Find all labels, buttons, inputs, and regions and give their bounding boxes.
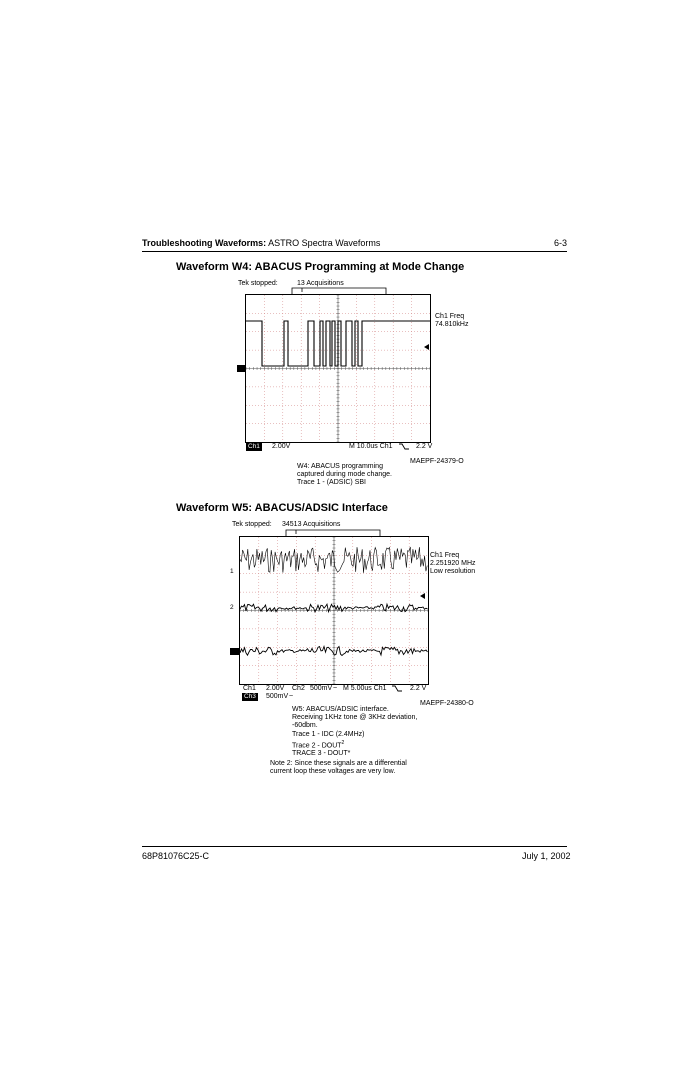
w5-marker-3-box xyxy=(230,648,239,655)
footer-rule xyxy=(142,846,567,847)
w4-caption-line: W4: ABACUS programming xyxy=(297,463,383,470)
w5-status: Tek stopped: xyxy=(232,521,272,528)
w5-ch1-volts: 2.00V xyxy=(266,685,285,692)
w5-caption xyxy=(292,706,417,759)
w4-title: Waveform W4: ABACUS Programming at Mode Change xyxy=(176,261,465,273)
w5-readout-value: 2.251920 MHz xyxy=(430,560,476,567)
w5-caption-line: Trace 1 - IDC (2.4MHz) xyxy=(292,730,365,738)
w4-status: Tek stopped: xyxy=(238,280,278,287)
w5-ch3-coupling-icon: ~ xyxy=(289,693,294,700)
w4-falling-edge-icon xyxy=(399,443,409,450)
w5-trigger-level: 2.2 V xyxy=(410,685,427,692)
w4-caption xyxy=(297,463,392,488)
w5-ch2-label: Ch2 xyxy=(292,685,305,692)
w4-figure-id: MAEPF-24379-O xyxy=(410,458,464,465)
w5-ch3-volts: 500mV xyxy=(266,693,289,700)
w5-marker-1: 1 xyxy=(230,568,234,575)
w5-trigger-arrow-icon xyxy=(420,593,425,599)
w5-caption-line: Trace 2 - DOUT$^2$ xyxy=(292,739,345,750)
w4-acquisitions: 13 Acquisitions xyxy=(297,280,344,287)
w5-acquisitions: 34513 Acquisitions xyxy=(282,521,341,528)
w5-note-line: current loop these voltages are very low. xyxy=(270,768,396,776)
w5-timebase: M 5.00us Ch1 xyxy=(343,685,387,692)
footnote-ref: 2 xyxy=(341,739,345,746)
w4-caption-line: Trace 1 - (ADSIC) SBI xyxy=(297,479,366,487)
w5-ch1-label: Ch1 xyxy=(243,685,256,692)
footer-date: July 1, 2002 xyxy=(522,851,571,861)
w4-readout-label: Ch1 Freq xyxy=(435,313,465,320)
w5-ch3-box: Ch3 xyxy=(244,693,256,700)
w4-scope-screen xyxy=(245,294,431,443)
w4-timebase: M 10.0us Ch1 xyxy=(349,443,393,450)
w4-ch1-volts: 2.00V xyxy=(272,443,291,450)
w4-caption-line: captured during mode change. xyxy=(297,471,392,479)
w4-trigger-level: 2.2 V xyxy=(416,443,433,450)
running-header xyxy=(142,238,567,248)
w5-title: Waveform W5: ABACUS/ADSIC Interface xyxy=(176,502,388,514)
w5-readout-note: Low resolution xyxy=(430,568,476,575)
w5-caption-line: W5: ABACUS/ADSIC interface. xyxy=(292,706,389,713)
w5-coupling-icon: ~ xyxy=(333,685,338,692)
w5-figure-id: MAEPF-24380-O xyxy=(420,700,474,707)
w4-readout-value: 74.810kHz xyxy=(435,321,469,328)
w5-readout-label: Ch1 Freq xyxy=(430,552,460,559)
doc-number: 68P81076C25-C xyxy=(142,851,210,861)
w4-ground-marker xyxy=(237,365,245,372)
header-rule xyxy=(142,251,567,252)
w5-falling-edge-icon xyxy=(392,685,402,692)
header-section-rest: ASTRO Spectra Waveforms xyxy=(266,238,381,248)
w4-trigger-arrow-icon xyxy=(424,344,429,350)
w5-caption-line: -60dbm. xyxy=(292,722,318,730)
w5-ch2-volts: 500mV xyxy=(310,685,333,692)
w5-caption-line: TRACE 3 - DOUT* xyxy=(292,750,351,758)
w5-note xyxy=(270,760,407,776)
w4-ch1-box: Ch1 xyxy=(248,443,260,450)
header-section-bold: Troubleshooting Waveforms: xyxy=(142,238,267,248)
w5-marker-2: 2 xyxy=(230,604,234,611)
w5-caption-line: Receiving 1KHz tone @ 3KHz deviation, xyxy=(292,714,418,722)
page-number: 6-3 xyxy=(553,238,567,248)
w5-note-line: Note 2: Since these signals are a differential xyxy=(270,760,407,767)
w5-scope-screen xyxy=(239,536,429,685)
